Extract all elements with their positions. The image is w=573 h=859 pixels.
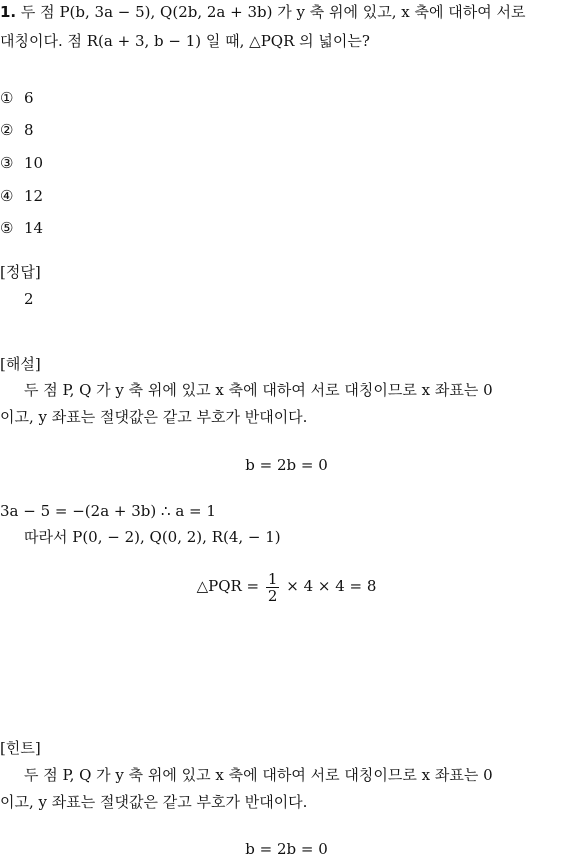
fraction bbox=[266, 571, 280, 604]
choice-mark: ③ bbox=[0, 154, 14, 172]
choice-mark: ① bbox=[0, 89, 14, 107]
choice-mark: ⑤ bbox=[0, 219, 14, 237]
choice-2 bbox=[0, 120, 34, 140]
choice-3 bbox=[0, 153, 43, 173]
hint-line-1: 두 점 P, Q 가 y 축 위에 있고 x 축에 대하여 서로 대칭이므로 x 좌표는 0 bbox=[24, 766, 493, 784]
fraction-numerator: 1 bbox=[267, 569, 278, 588]
hint-label: [힌트] bbox=[0, 739, 41, 757]
explanation-line-1: 두 점 P, Q 가 y 축 위에 있고 x 축에 대하여 서로 대칭이므로 x 좌표는 0 bbox=[24, 381, 493, 399]
hint-equation-1: b = 2b = 0 bbox=[245, 840, 328, 858]
choice-text: 14 bbox=[24, 219, 44, 237]
choice-text: 8 bbox=[24, 121, 34, 139]
explanation-line-2: 이고, y 좌표는 절댓값은 같고 부호가 반대이다. bbox=[0, 408, 308, 426]
explanation-line-3: 따라서 P(0, − 2), Q(0, 2), R(4, − 1) bbox=[24, 528, 281, 546]
choice-text: 10 bbox=[24, 154, 44, 172]
question-text-1: 두 점 P(b, 3a − 5), Q(2b, 2a + 3b) 가 y 축 위에 있고, x 축에 대하여 서로 bbox=[20, 3, 526, 21]
hint-line-2: 이고, y 좌표는 절댓값은 같고 부호가 반대이다. bbox=[0, 793, 308, 811]
equation-lhs: △PQR = bbox=[196, 577, 260, 595]
choice-text: 6 bbox=[24, 89, 34, 107]
choice-4 bbox=[0, 186, 43, 206]
question-line-2: 대칭이다. 점 R(a + 3, b − 1) 일 때, △PQR 의 넓이는? bbox=[0, 32, 370, 50]
answer-label: [정답] bbox=[0, 263, 41, 281]
choice-5 bbox=[0, 218, 43, 238]
choice-mark: ② bbox=[0, 121, 14, 139]
explanation-label: [해설] bbox=[0, 355, 41, 373]
equation-rhs: × 4 × 4 = 8 bbox=[286, 577, 377, 595]
explanation-equation-3 bbox=[0, 568, 573, 604]
answer-value: 2 bbox=[24, 290, 34, 308]
explanation-equation-2: 3a − 5 = −(2a + 3b) ∴ a = 1 bbox=[0, 502, 216, 520]
choice-1 bbox=[0, 88, 34, 108]
fraction-denominator: 2 bbox=[267, 586, 278, 605]
question-line-1 bbox=[0, 2, 525, 22]
choice-text: 12 bbox=[24, 187, 44, 205]
explanation-equation-1: b = 2b = 0 bbox=[245, 456, 328, 474]
choice-mark: ④ bbox=[0, 187, 14, 205]
question-number: 1. bbox=[0, 3, 17, 21]
